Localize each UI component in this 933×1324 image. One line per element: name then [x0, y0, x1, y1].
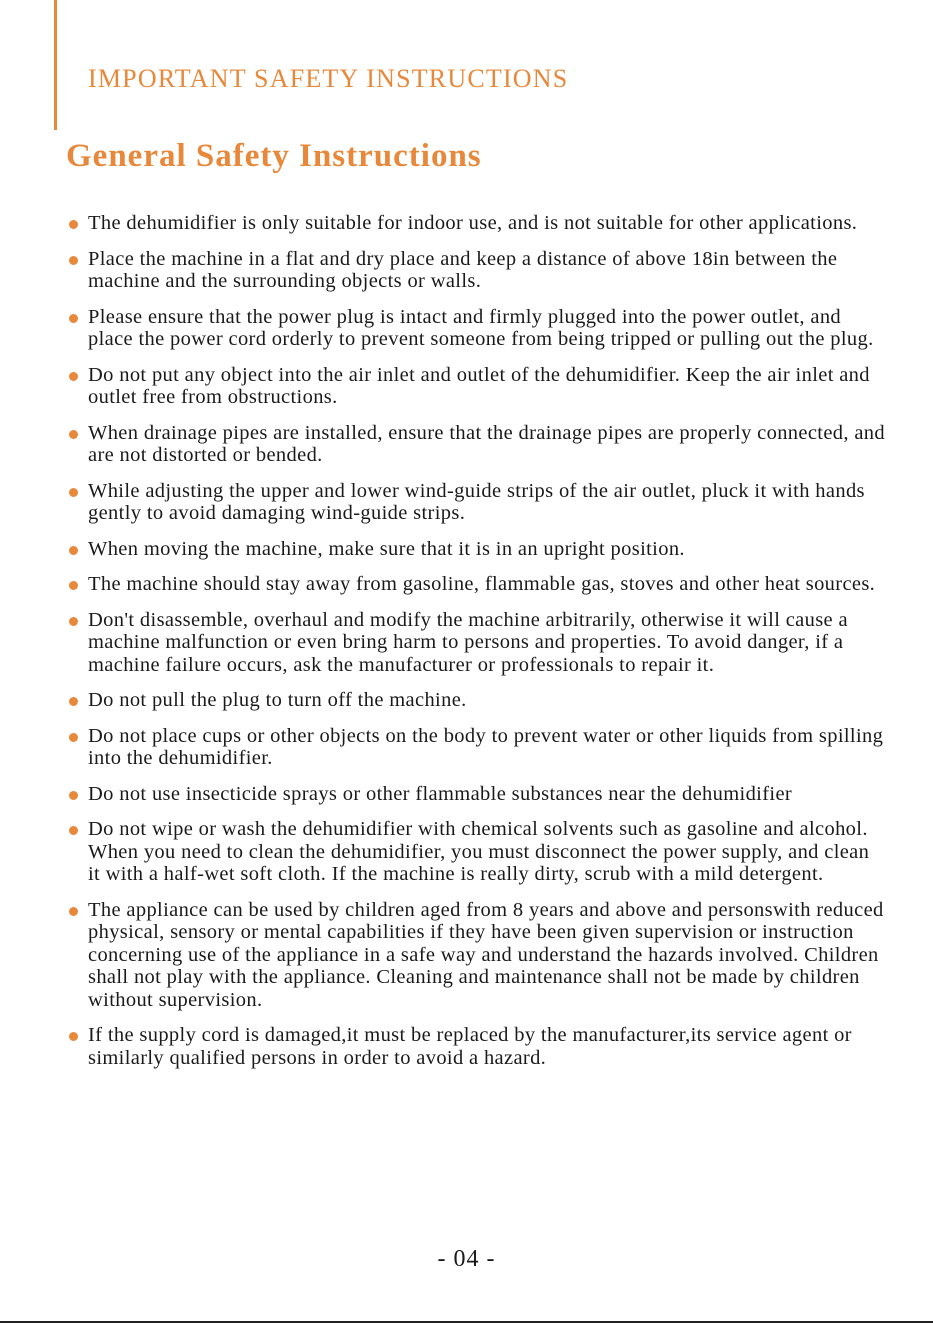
list-item-text: Please ensure that the power plug is intact and firmly plugged into the power outlet, and place the power cord orderly to prevent someone from being tripped or pulling out the plug.	[88, 305, 874, 350]
bullet-dot-icon	[69, 617, 78, 626]
list-item-text: While adjusting the upper and lower wind-guide strips of the air outlet, pluck it with hands gently to avoid damaging wind-guide strips.	[88, 479, 865, 524]
bullet-dot-icon	[69, 430, 78, 439]
bullet-dot-icon	[69, 314, 78, 323]
bullet-dot-icon	[69, 220, 78, 229]
list-item	[66, 422, 886, 467]
list-item	[66, 306, 886, 351]
bullet-dot-icon	[69, 1032, 78, 1041]
list-item-text: The appliance can be used by children aged from 8 years and above and personswith reduced physical, sensory or mental capabilities if they have been given supervision or instruction concerning use of the appliance in a safe way and understand the hazards involved. Children shall not play with the appliance. Cleaning and maintenance shall not be made by children without supervision.	[88, 898, 884, 1011]
list-item-text: Do not wipe or wash the dehumidifier with chemical solvents such as gasoline and alcohol. When you need to clean the dehumidifier, you must disconnect the power supply, and clean it with a half-wet soft cloth. If the machine is really dirty, scrub with a mild detergent.	[88, 818, 870, 885]
safety-instruction-list	[66, 212, 886, 1082]
bullet-dot-icon	[69, 488, 78, 497]
list-item-text: When drainage pipes are installed, ensure that the drainage pipes are properly connected, and are not distorted or bended.	[88, 421, 885, 466]
bullet-dot-icon	[69, 907, 78, 916]
list-item-text: Place the machine in a flat and dry place and keep a distance of above 18in between the machine and the surrounding objects or walls.	[88, 247, 838, 292]
list-item-text: If the supply cord is damaged,it must be replaced by the manufacturer,its service agent or similarly qualified persons in order to avoid a hazard.	[88, 1024, 852, 1069]
list-item-text: Do not place cups or other objects on the body to prevent water or other liquids from spilling into the dehumidifier.	[88, 724, 884, 769]
bullet-dot-icon	[69, 697, 78, 706]
bullet-dot-icon	[69, 791, 78, 800]
bullet-dot-icon	[69, 733, 78, 742]
list-item	[66, 212, 886, 235]
bottom-divider	[0, 1321, 933, 1323]
bullet-dot-icon	[69, 256, 78, 265]
list-item	[66, 783, 886, 806]
header-title: IMPORTANT SAFETY INSTRUCTIONS	[88, 64, 569, 93]
list-item-text: The machine should stay away from gasoline, flammable gas, stoves and other heat sources.	[88, 573, 876, 595]
list-item	[66, 248, 886, 293]
bullet-dot-icon	[69, 581, 78, 590]
list-item	[66, 818, 886, 886]
list-item-text: Do not put any object into the air inlet and outlet of the dehumidifier. Keep the air inlet and outlet free from obstructions.	[88, 363, 870, 408]
bullet-dot-icon	[69, 546, 78, 555]
list-item-text: The dehumidifier is only suitable for indoor use, and is not suitable for other applications.	[88, 212, 858, 234]
list-item-text: Do not pull the plug to turn off the machine.	[88, 689, 467, 711]
list-item-text: Don't disassemble, overhaul and modify the machine arbitrarily, otherwise it will cause a machine malfunction or even bring harm to persons and properties. To avoid danger, if a machine failure occurs, ask the manufacturer or professionals to repair it.	[88, 608, 848, 676]
list-item	[66, 1024, 886, 1069]
list-item	[66, 364, 886, 409]
page-number: - 04 -	[437, 1246, 496, 1272]
list-item	[66, 899, 886, 1012]
list-item	[66, 725, 886, 770]
bullet-dot-icon	[69, 372, 78, 381]
list-item	[66, 538, 886, 561]
header-accent-bar	[54, 0, 57, 130]
list-item-text: When moving the machine, make sure that it is in an upright position.	[88, 537, 685, 560]
list-item	[66, 480, 886, 525]
list-item	[66, 609, 886, 677]
section-title: General Safety Instructions	[66, 138, 482, 174]
list-item	[66, 573, 886, 596]
bullet-dot-icon	[69, 826, 78, 835]
list-item-text: Do not use insecticide sprays or other flammable substances near the dehumidifier	[88, 782, 793, 805]
list-item	[66, 689, 886, 712]
